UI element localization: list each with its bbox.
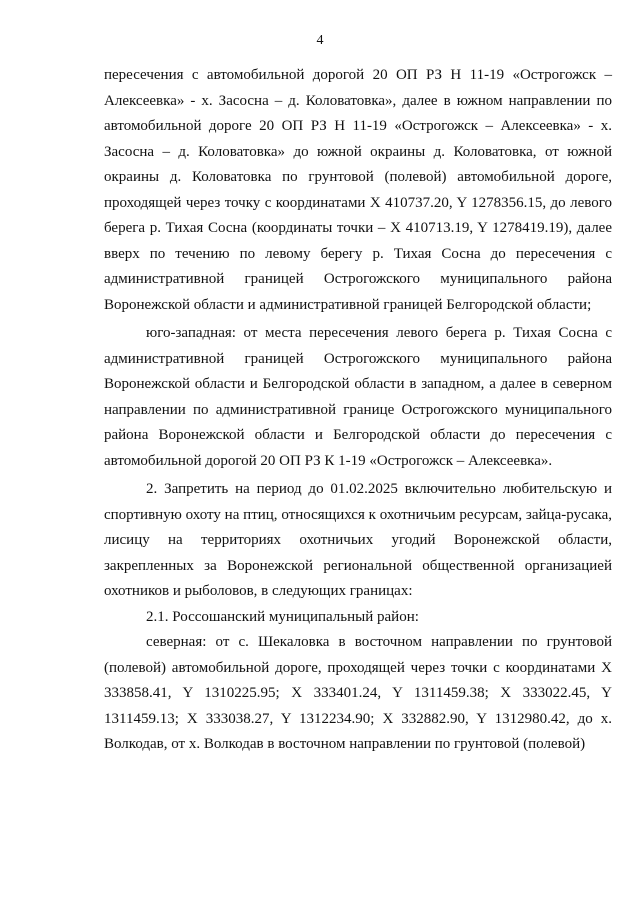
paragraph-route-continuation: пересечения с автомобильной дорогой 20 ОП РЗ Н 11-19 «Острогожск – Алексеевка» - х. Засосна – д. Коловатовка», далее в южном направлении по автомобильной дороге 20 ОП РЗ Н 11-19 «Острогожск – Алексеевка» - х. Засосна – д. Коловатовка» до южной окраины д. Коловатовка, от южной окраины д. Коловатовка по грунтовой (полевой) автомобильной дороге, проходящей через точку с координатами X 410737.20, Y 1278356.15, до левого берега р. Тихая Сосна (координаты точки – X 410713.19, Y 1278419.19), далее вверх по течению по левому берегу р. Тихая Сосна до пересечения с административной границей Острогожского муниципального района Воронежской области и административной границей Белгородской области;	[104, 67, 612, 313]
document-body	[104, 63, 612, 758]
page-number: 4	[316, 33, 324, 48]
paragraph-item-2-hunting-ban: 2. Запретить на период до 01.02.2025 включительно любительскую и спортивную охоту на птиц, относящихся к охотничьим ресурсам, зайца-русака, лисицу на территориях охотничьих угодий Воронежской области, закрепленных за Воронежской региональной общественной организацией охотников и рыболовов, в следующих границах:	[104, 481, 612, 599]
paragraph-north-boundary: северная: от с. Шекаловка в восточном направлении по грунтовой (полевой) автомобильной дороге, проходящей через точки с координатами X 333858.41, Y 1310225.95; X 333401.24, Y 1311459.38; X 333022.45, Y 1311459.13; X 333038.27, Y 1312234.90; X 332882.90, Y 1312980.42, до х. Волкодав, от х. Волкодав в восточном направлении по грунтовой (полевой)	[104, 634, 612, 752]
paragraph-item-2-1-heading: 2.1. Россошанский муниципальный район:	[146, 608, 419, 625]
paragraph-southwest-boundary: юго-западная: от места пересечения левого берега р. Тихая Сосна с административной границей Острогожского муниципального района Воронежской области и Белгородской области в западном, а далее в северном направлении по административной границе Острогожского муниципального района Воронежской области и Белгородской области до пересечения с автомобильной дорогой 20 ОП РЗ К 1-19 «Острогожск – Алексеевка».	[104, 325, 612, 469]
